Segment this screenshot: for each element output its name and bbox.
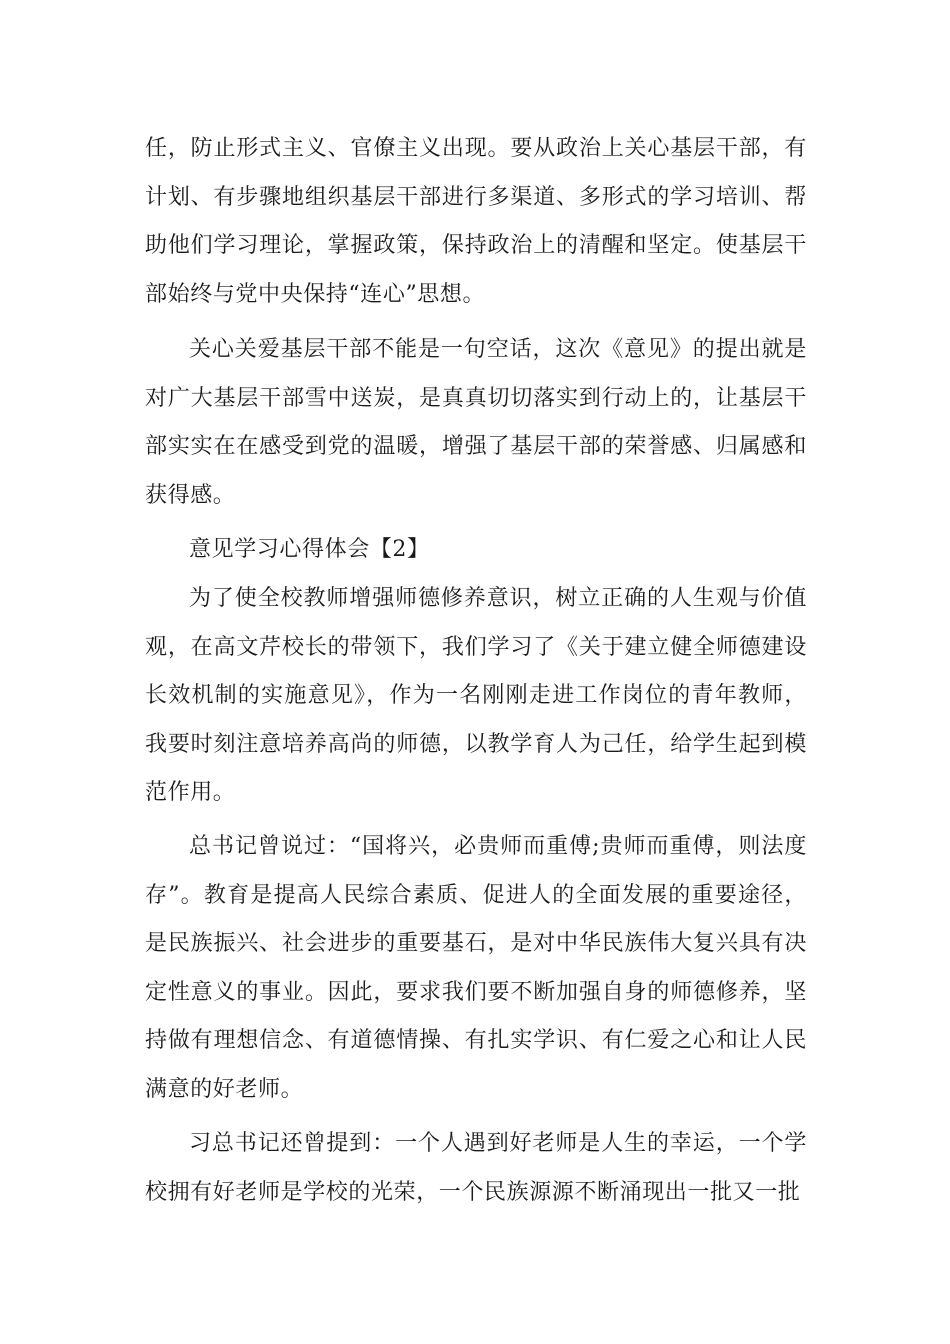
paragraph-text: 关心关爱基层干部不能是一句空话，这次《意见》的提出就是对广大基层干部雪中送炭，是真真切切落实到行动上的，让基层干部实实在在感受到党的温暖，增强了基层干部的荣誉感、归属感和获得感。 [145, 337, 807, 508]
heading-text: 意见学习心得体会【2】 [189, 537, 430, 562]
paragraph-text: 为了使全校教师增强师德修养意识，树立正确的人生观与价值观，在高文芹校长的带领下，我们学习了《关于建立健全师德建设长效机制的实施意见》，作为一名刚刚走进工作岗位的青年教师，我要时刻注意培养高尚的师德，以教学育人为己任，给学生起到模范作用。 [145, 586, 807, 806]
paragraph-text: 总书记曾说过：“国将兴，必贵师而重傅;贵师而重傅，则法度存”。教育是提高人民综合素质、促进人的全面发展的重要途径，是民族振兴、社会进步的重要基石，是对中华民族伟大复兴具有决定性意义的事业。因此，要求我们要不断加强自身的师德修养，坚持做有理想信念、有道德情操、有扎实学识、有仁爱之心和让人民满意的好老师。 [145, 834, 807, 1102]
paragraph [145, 326, 807, 520]
paragraph-text: 任，防止形式主义、官僚主义出现。要从政治上关心基层干部，有计划、有步骤地组织基层干部进行多渠道、多形式的学习培训、帮助他们学习理论，掌握政策，保持政治上的清醒和坚定。使基层干部始终与党中央保持“连心”思想。 [145, 136, 807, 307]
paragraph [145, 823, 807, 1115]
paragraph [145, 1120, 807, 1217]
paragraph-text: 习总书记还曾提到：一个人遇到好老师是人生的幸运，一个学校拥有好老师是学校的光荣，一个民族源源不断涌现出一批又一批 [145, 1131, 807, 1205]
paragraph [145, 575, 807, 818]
paragraph-continuation [145, 125, 807, 319]
section-heading [145, 526, 807, 575]
